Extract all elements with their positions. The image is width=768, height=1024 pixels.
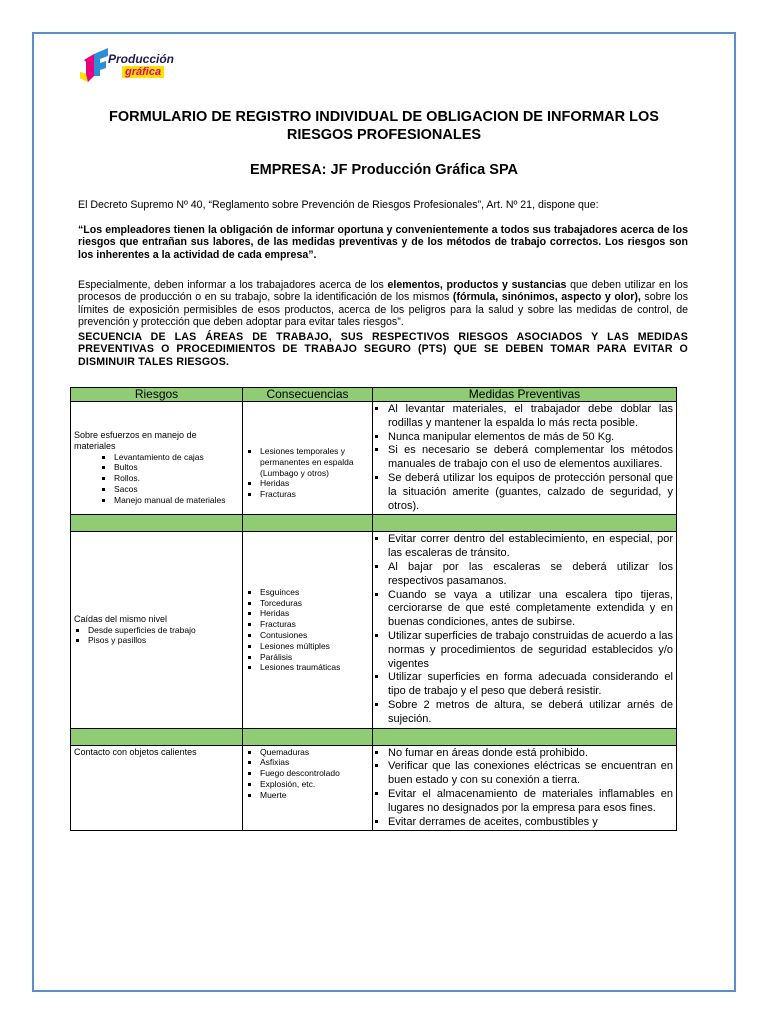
company-logo (78, 46, 188, 88)
table-row (71, 532, 677, 728)
risk-cell (71, 745, 243, 831)
consequence-items (246, 587, 369, 673)
consequence-items (246, 446, 369, 500)
jf-logo-icon (78, 46, 112, 86)
measure-items (376, 747, 673, 830)
list-item: ▪ Rollos. (114, 473, 239, 484)
p3-text-e: sobre los límites de exposición permisibles de esos productos, acerca de los peligros para la salud y sobre las medidas de control, de prevención y protección que deben adoptar para evitar tales riesgos”. (78, 291, 688, 329)
list-item: ▪ Asfixias (260, 757, 369, 768)
header-consecuencias: Consecuencias (243, 388, 373, 402)
list-item: ▪ Bultos (114, 462, 239, 473)
table-row (71, 745, 677, 831)
risk-title: Sobre esfuerzos en manejo de materiales (74, 429, 197, 451)
list-item: ▪ Levantamiento de cajas (114, 452, 239, 463)
list-item: ▪ Si es necesario se deberá complementar los métodos manuales de trabajo con el uso de elementos auxiliares. (388, 444, 673, 472)
table-header-row (71, 388, 677, 402)
list-item: ▪ Pisos y pasillos (88, 635, 239, 646)
list-item: ▪ Evitar derrames de aceites, combustibles y (388, 816, 673, 830)
list-item: ▪ Explosión, etc. (260, 779, 369, 790)
list-item: ▪ Sacos (114, 484, 239, 495)
form-title: FORMULARIO DE REGISTRO INDIVIDUAL DE OBLIGACION DE INFORMAR LOS RIESGOS PROFESIONALES (109, 109, 659, 143)
list-item: ▪ Desde superficies de trabajo (88, 625, 239, 636)
list-item: ▪ Esguinces (260, 587, 369, 598)
p3-bold-d: (fórmula, sinónimos, aspecto y olor), (452, 291, 641, 304)
consequence-items (246, 747, 369, 801)
decree-intro: El Decreto Supremo Nº 40, “Reglamento sobre Prevención de Riesgos Profesionales”, Art. Nº 21, dispone que: (78, 199, 599, 211)
consequence-cell (243, 745, 373, 831)
information-paragraph (78, 279, 688, 329)
list-item: ▪ Evitar correr dentro del establecimiento, en especial, por las escaleras de tránsito. (388, 533, 673, 561)
table-spacer-row (71, 728, 677, 745)
list-item: ▪ Fuego descontrolado (260, 768, 369, 779)
measure-items (376, 533, 673, 726)
decree-quote: “Los empleadores tienen la obligación de informar oportuna y convenientemente a todos sus trabajadores acerca de los riesgos que entrañan sus labores, de las medidas preventivas y de los métodos de trabajo correctos. Los riesgos son los inherentes a la actividad de cada empresa”. (78, 224, 688, 261)
risk-cell (71, 402, 243, 515)
p3-bold-b: elementos, productos y sustancias (387, 279, 567, 291)
list-item: ▪ Fracturas (260, 489, 369, 500)
list-item: ▪ Se deberá utilizar los equipos de protección personal que la situación amerite (guantes, calzado de seguridad, y otros). (388, 472, 673, 513)
list-item: ▪ Sobre 2 metros de altura, se deberá utilizar arnés de sujeción. (388, 699, 673, 727)
list-item: ▪ Heridas (260, 608, 369, 619)
list-item: ▪ Nunca manipular elementos de más de 50 Kg. (388, 431, 673, 445)
list-item: ▪ Manejo manual de materiales (114, 495, 239, 506)
risk-items (74, 452, 239, 506)
list-item: ▪ Verificar que las conexiones eléctricas se encuentran en buen estado y con su conexión a tierra. (388, 760, 673, 788)
risk-table (70, 387, 677, 831)
risk-title: Contacto con objetos calientes (74, 746, 197, 757)
list-item: ▪ Utilizar superficies en forma adecuada considerando el tipo de trabajo y el peso que deberá resistir. (388, 671, 673, 699)
logo-text-produccion: Producción (108, 52, 175, 66)
risk-cell (71, 532, 243, 728)
list-item: ▪ Muerte (260, 790, 369, 801)
measures-cell (373, 532, 677, 728)
list-item: ▪ Lesiones traumáticas (260, 662, 369, 673)
p3-text-c: que deben utilizar en los procesos de producción o en su trabajo, sobre la identificación de los mismos (78, 279, 689, 304)
measures-cell (373, 402, 677, 515)
list-item: ▪ Lesiones múltiples (260, 641, 369, 652)
company-name: EMPRESA: JF Producción Gráfica SPA (249, 162, 519, 178)
logo-text-grafica: gráfica (122, 66, 164, 78)
table-spacer-row (71, 515, 677, 532)
p3-text-a: Especialmente, deben informar a los trabajadores acerca de los (78, 279, 388, 291)
list-item: ▪ Al levantar materiales, el trabajador debe doblar las rodillas y mantener la espalda lo más recta posible. (388, 403, 673, 431)
list-item: ▪ Contusiones (260, 630, 369, 641)
list-item: ▪ Cuando se vaya a utilizar una escalera tipo tijeras, cerciorarse de que esté completamente extendida y en buenas condiciones, antes de subirse. (388, 589, 673, 630)
sequence-heading: SECUENCIA DE LAS ÁREAS DE TRABAJO, SUS RESPECTIVOS RIESGOS ASOCIADOS Y LAS MEDIDAS PREVENTIVAS O PROCEDIMIENTOS DE TRABAJO SEGURO (PTS) QUE SE DEBEN TOMAR PARA EVITAR O DISMINUIR TALES RIESGOS. (78, 331, 688, 368)
header-medidas: Medidas Preventivas (373, 388, 677, 402)
risk-title: Caídas del mismo nivel (74, 613, 168, 624)
list-item: ▪ No fumar en áreas donde está prohibido. (388, 747, 673, 761)
list-item: ▪ Evitar el almacenamiento de materiales inflamables en lugares no designados por la empresa para esos fines. (388, 788, 673, 816)
measure-items (376, 403, 673, 513)
list-item: ▪ Lesiones temporales y permanentes en espalda (Lumbago y otros) (260, 446, 369, 478)
consequence-cell (243, 532, 373, 728)
risk-items (74, 625, 239, 647)
list-item: ▪ Utilizar superficies de trabajo construidas de acuerdo a las normas y procedimientos de seguridad establecidos y/o vigentes (388, 630, 673, 671)
measures-cell (373, 745, 677, 831)
list-item: ▪ Parálisis (260, 652, 369, 663)
list-item: ▪ Quemaduras (260, 747, 369, 758)
list-item: ▪ Heridas (260, 478, 369, 489)
table-row (71, 402, 677, 515)
consequence-cell (243, 402, 373, 515)
list-item: ▪ Fracturas (260, 619, 369, 630)
list-item: ▪ Al bajar por las escaleras se deberá utilizar los respectivos pasamanos. (388, 561, 673, 589)
header-riesgos: Riesgos (71, 388, 243, 402)
list-item: ▪ Torceduras (260, 598, 369, 609)
